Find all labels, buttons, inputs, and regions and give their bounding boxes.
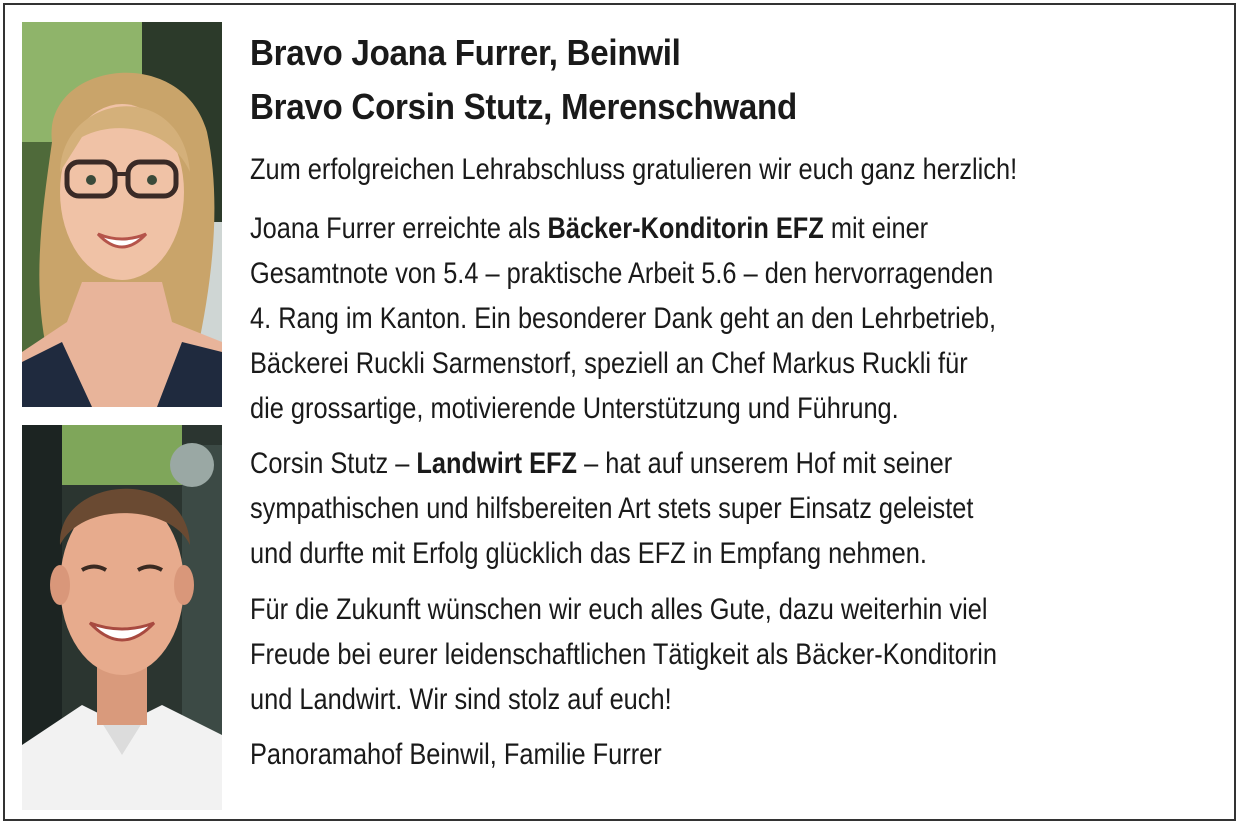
intro-paragraph: [250, 147, 1205, 192]
corsin-line-1-pre: Corsin Stutz –: [250, 447, 417, 480]
corsin-line-3: und durfte mit Erfolg glücklich das EFZ in Empfang nehmen.: [250, 537, 927, 570]
joana-line-4: Bäckerei Ruckli Sarmenstorf, speziell an Chef Markus Ruckli für: [250, 347, 968, 380]
portrait-photo-joana: [22, 22, 222, 407]
corsin-line-2: sympathischen und hilfsbereiten Art stets super Einsatz geleistet: [250, 492, 974, 525]
signature: Panoramahof Beinwil, Familie Furrer: [250, 738, 662, 771]
portrait-photo-corsin: [22, 425, 222, 810]
joana-line-2: Gesamtnote von 5.4 – praktische Arbeit 5.6 – den hervorragenden: [250, 257, 994, 290]
corsin-paragraph: [250, 441, 1205, 576]
joana-line-1: [250, 206, 1205, 251]
joana-line-5: die grossartige, motivierende Unterstützung und Führung.: [250, 392, 899, 425]
corsin-line-1: [250, 441, 1205, 486]
signature-paragraph: [250, 732, 1205, 777]
joana-line-1-pre: Joana Furrer erreichte als: [250, 212, 548, 245]
future-line-2: Freude bei eurer leidenschaftlichen Tätigkeit als Bäcker-Konditorin: [250, 638, 997, 671]
portrait-man-image: [22, 425, 222, 810]
ad-text-content: [250, 26, 1210, 777]
portrait-woman-image: [22, 22, 222, 407]
joana-paragraph: [250, 206, 1205, 431]
corsin-line-1-post: – hat auf unserem Hof mit seiner: [577, 447, 953, 480]
joana-line-3: 4. Rang im Kanton. Ein besonderer Dank geht an den Lehrbetrieb,: [250, 302, 997, 335]
headline-joana: Bravo Joana Furrer, Beinwil: [250, 32, 681, 73]
future-line-1: Für die Zukunft wünschen wir euch alles Gute, dazu weiterhin viel: [250, 593, 988, 626]
future-line-3: und Landwirt. Wir sind stolz auf euch!: [250, 683, 672, 716]
intro-text: Zum erfolgreichen Lehrabschluss gratulieren wir euch ganz herzlich!: [250, 153, 1018, 186]
future-paragraph: [250, 587, 1205, 722]
headline-corsin: Bravo Corsin Stutz, Merenschwand: [250, 86, 797, 127]
joana-line-1-post: mit einer: [823, 212, 929, 245]
corsin-profession: Landwirt EFZ: [416, 447, 578, 480]
joana-profession: Bäcker-Konditorin EFZ: [547, 212, 824, 245]
